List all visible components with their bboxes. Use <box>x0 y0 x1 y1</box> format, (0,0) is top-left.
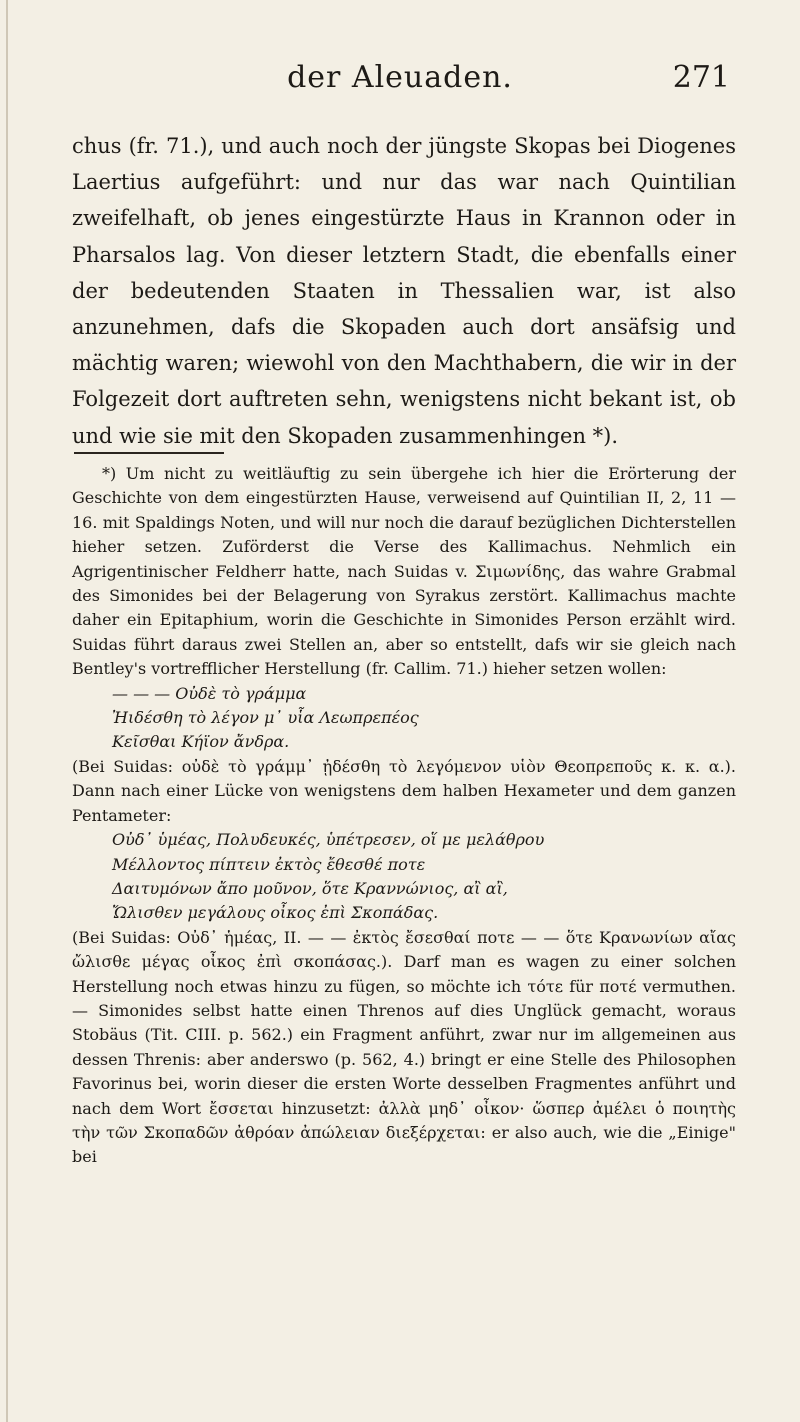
verse-block-1 <box>72 682 736 755</box>
page-number: 271 <box>672 60 730 95</box>
main-paragraph: chus (fr. 71.), und auch noch der jüngste Skopas bei Diogenes Laertius aufgeführt: und nur das war nach Quintilian zweifelhaft, ob jenes eingestürzte Haus in Krannon oder in Pharsalos lag. Von dieser letztern Stadt, die ebenfalls einer der bedeutenden Staaten in Thessalien war, ist also anzunehmen, dafs die Skopaden auch dort ansäfsig und mächtig waren; wiewohl von den Machthabern, die wir in der Folgezeit dort auftreten sehn, wenigstens nicht bekant ist, ob und wie sie mit den Skopaden zusammenhingen *). <box>72 134 736 448</box>
footnote-paragraph-1: *) Um nicht zu weitläuftig zu sein übergehe ich hier die Erörterung der Geschichte von dem eingestürzten Hause, verweisend auf Quintilian II, 2, 11 — 16. mit Spaldings Noten, und will nur noch die darauf bezüglichen Dichterstellen hieher setzen. Zuförderst die Verse des Kallimachus. Nehmlich ein Agrigentinischer Feldherr hatte, nach Suidas v. Σιμωνίδης, das wahre Grabmal des Simonides bei der Belagerung von Syrakus zerstört. Kallimachus machte daher ein Epitaphium, worin die Geschichte in Simonides Person erzählt wird. Suidas führt daraus zwei Stellen an, aber so entstellt, dafs wir sie gleich nach Bentley's vortrefflicher Herstellung (fr. Callim. 71.) hieher setzen wollen: <box>72 464 736 679</box>
verse-line: Ὤλισθεν μεγάλους οἶκος ἐπὶ Σκοπάδας. <box>112 903 439 923</box>
page-header <box>70 60 730 100</box>
verse-line: Μέλλοντος πίπτειν ἐκτὸς ἔθεσθέ ποτε <box>112 854 426 874</box>
main-text-block <box>72 128 736 454</box>
page-edge <box>6 0 8 1422</box>
footnote-separator <box>74 452 224 454</box>
verse-line: Κεῖσθαι Κήϊον ἄνδρα. <box>112 732 290 752</box>
verse-line: Δαιτυμόνων ἄπο μοῦνον, ὅτε Κραννώνιος, αἲ αἲ, <box>112 878 508 898</box>
verse-line: Οὐδ᾽ ὑμέας, Πολυδευκές, ὑπέτρεσεν, οἵ με μελάθρου <box>112 830 545 850</box>
footnote <box>72 462 736 1170</box>
running-title: der Aleuaden. <box>287 60 513 95</box>
verse-line: — — — Οὐδὲ τὸ γράμμα <box>112 683 307 703</box>
verse-block-2 <box>72 828 736 926</box>
footnote-paragraph-2: (Bei Suidas: οὐδὲ τὸ γράμμ᾽ ᾐδέσθη τὸ λεγόμενον υἱὸν Θεοπρεποῦς κ. κ. α.). Dann nach einer Lücke von wenigstens dem halben Hexameter und dem ganzen Pentameter: <box>72 756 736 825</box>
verse-line: Ἠιδέσθη τὸ λέγον μ᾽ υἷα Λεωπρεπέος <box>112 708 419 728</box>
footnote-paragraph-3: (Bei Suidas: Οὐδ᾽ ἡμέας, II. — — ἐκτὸς ἔσεσθαί ποτε — — ὅτε Κρανωνίων αἴας ὤλισθε μέγας οἶκος ἐπὶ σκοπάσας.). Darf man es wagen zu einer solchen Herstellung noch etwas hinzu zu fügen, so möchte ich τότε für ποτέ vermuthen. — Simonides selbst hatte einen Threnos auf dies Unglück gemacht, woraus Stobäus (Tit. CIII. p. 562.) ein Fragment anführt, zwar nur im allgemeinen aus dessen Threnis: aber anderswo (p. 562, 4.) bringt er eine Stelle des Philosophen Favorinus bei, worin dieser die ersten Worte desselben Fragmentes anführt und nach dem Wort ἔσσεται hinzusetzt: ἀλλὰ μηδ᾽ οἶκον· ὥσπερ ἀμέλει ὁ ποιητὴς τὴν τῶν Σκοπαδῶν ἀθρόαν ἀπώλειαν διεξέρχεται: er also auch, wie die „Einige" bei <box>72 927 736 1167</box>
